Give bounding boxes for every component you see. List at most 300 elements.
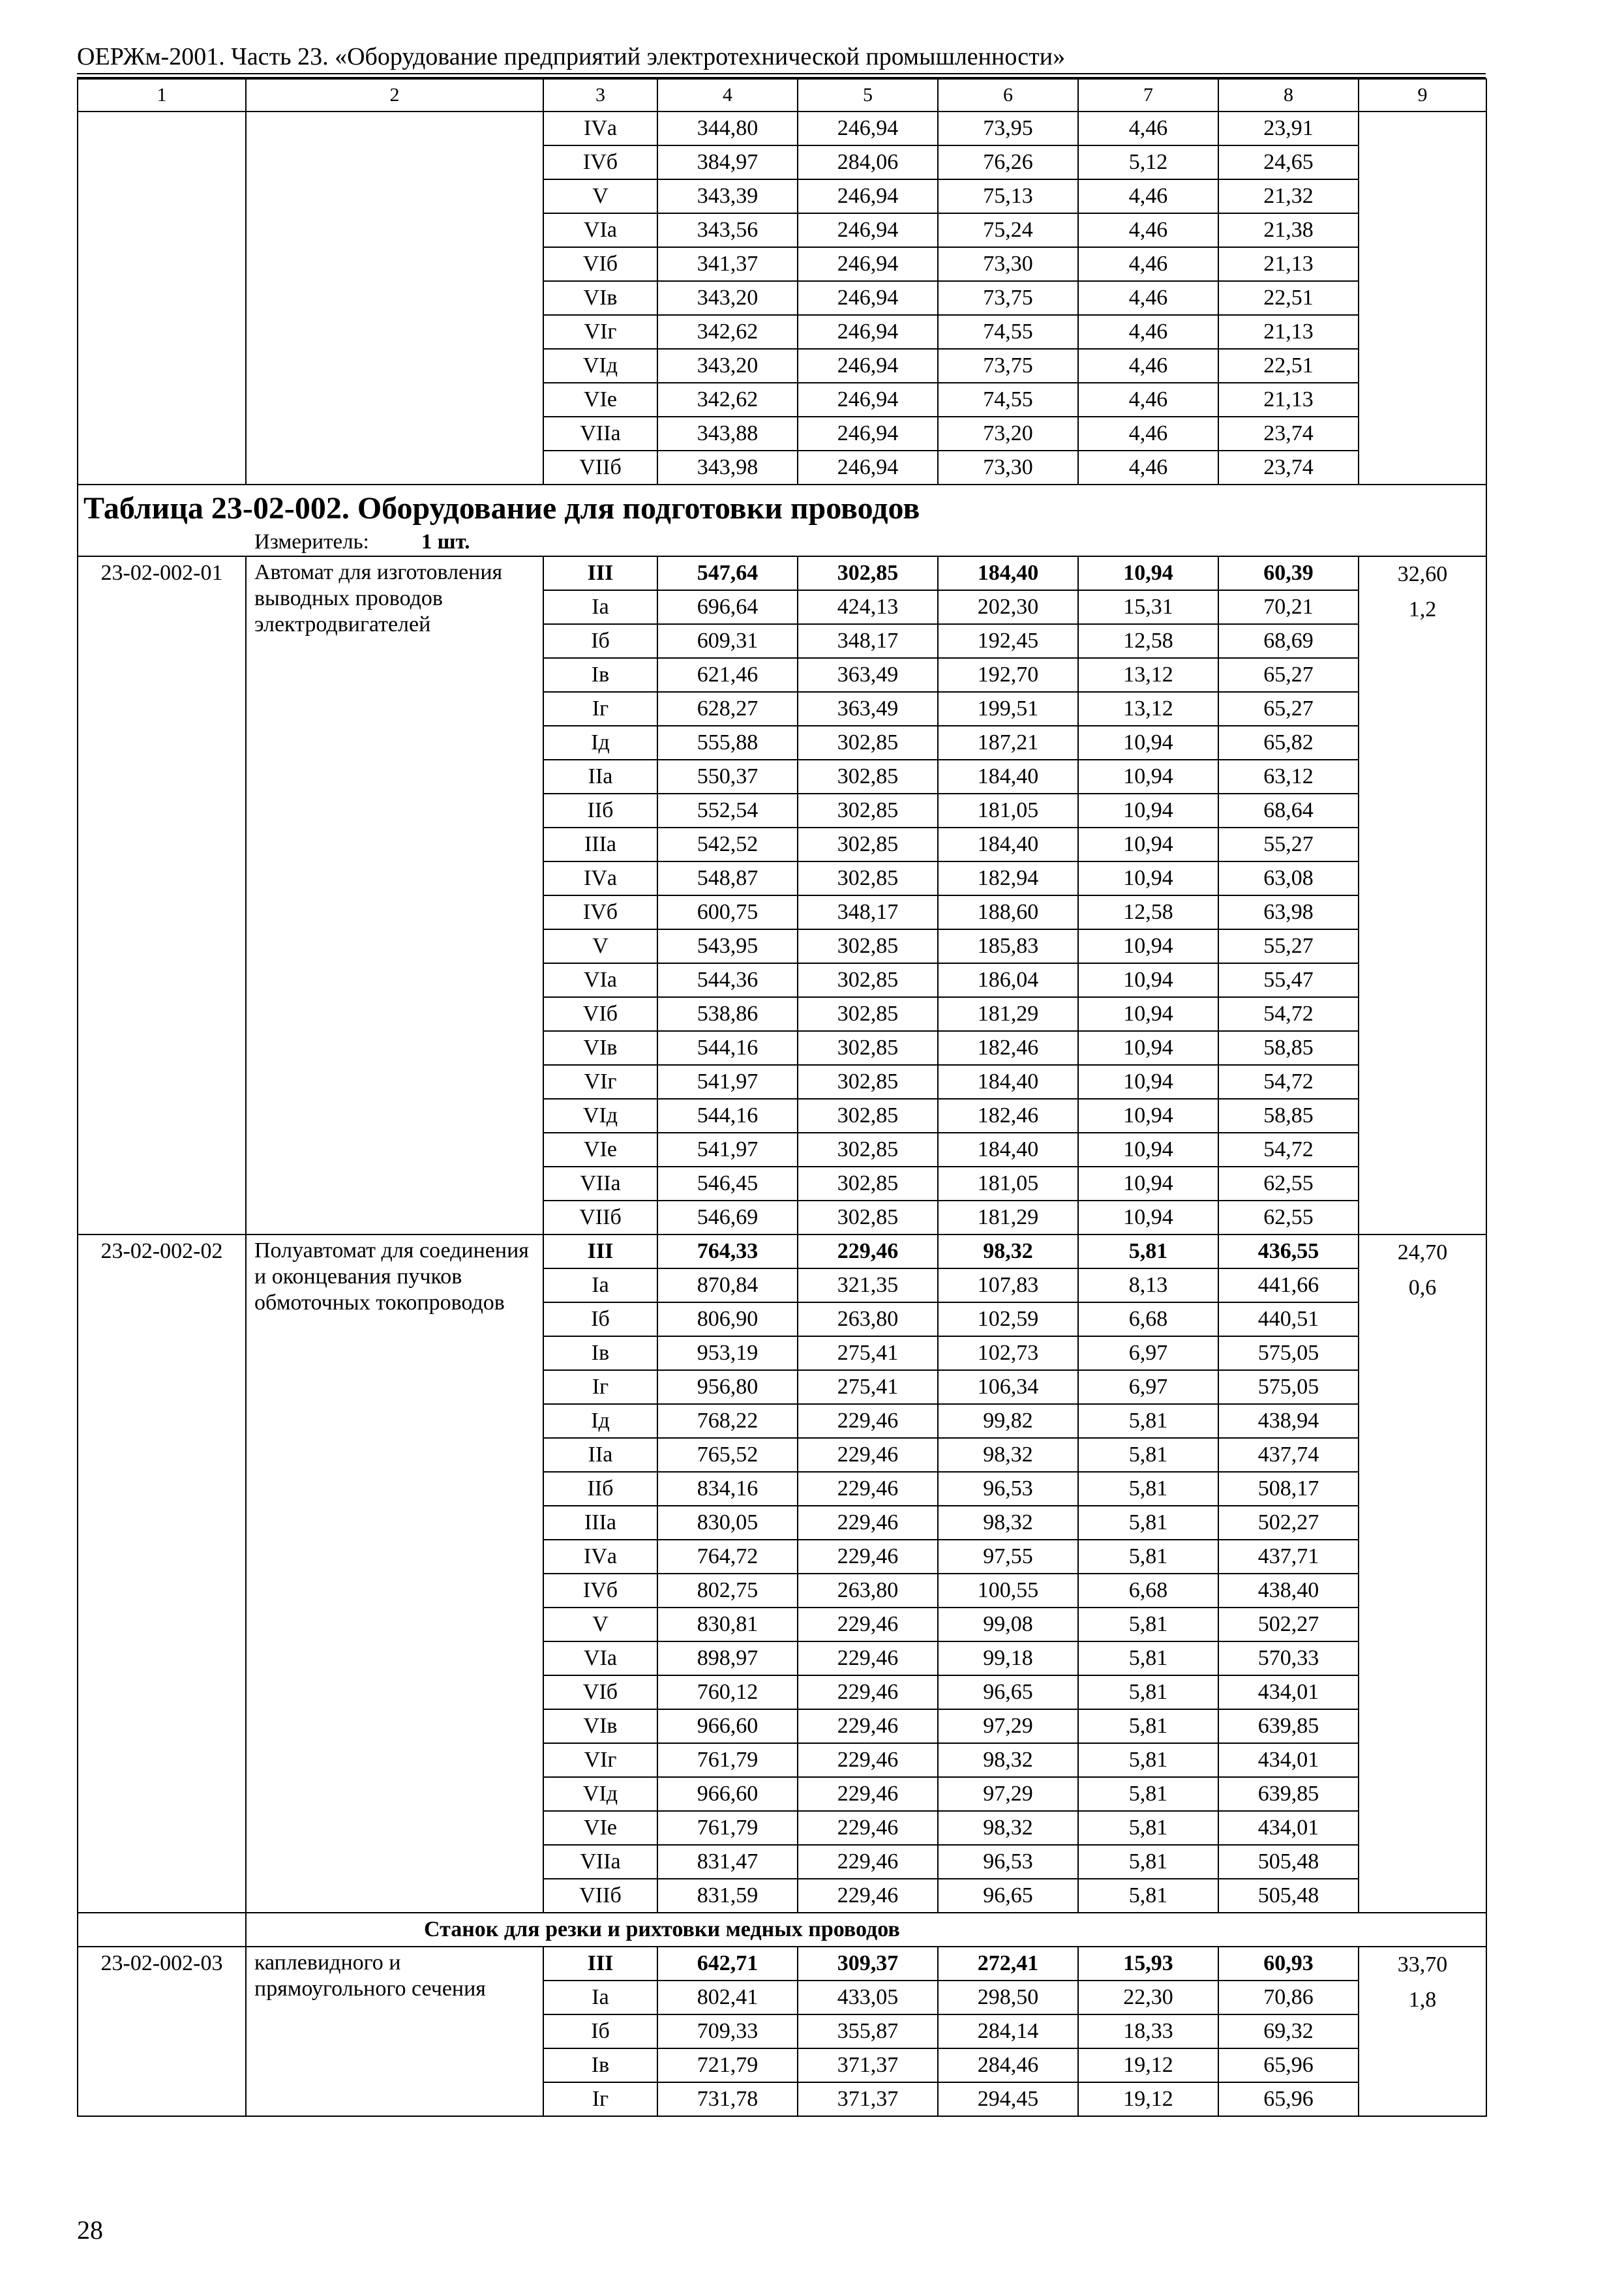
region-cell: IVа bbox=[543, 861, 657, 895]
operator-wages-cell: 19,12 bbox=[1078, 2082, 1218, 2116]
region-cell: Iд bbox=[543, 726, 657, 760]
region-cell: VIе bbox=[543, 383, 657, 417]
wages-cell: 275,41 bbox=[798, 1336, 938, 1370]
equipment-mass-value: 32,60 bbox=[1397, 562, 1448, 586]
materials-cell: 54,72 bbox=[1218, 1133, 1359, 1167]
region-cell: III bbox=[543, 1234, 657, 1268]
extra-cell bbox=[1359, 1234, 1486, 1913]
total-cost-cell: 609,31 bbox=[657, 624, 798, 658]
wages-cell: 229,46 bbox=[798, 1234, 938, 1268]
column-number: 3 bbox=[543, 79, 657, 112]
equipment-mass-value: 24,70 bbox=[1397, 1240, 1448, 1264]
materials-cell: 69,32 bbox=[1218, 2014, 1359, 2048]
region-cell: VIд bbox=[543, 1099, 657, 1133]
operator-wages-cell: 10,94 bbox=[1078, 828, 1218, 861]
wages-cell: 302,85 bbox=[798, 997, 938, 1031]
materials-cell: 508,17 bbox=[1218, 1472, 1359, 1506]
measure-line bbox=[83, 528, 1481, 556]
operator-wages-cell: 5,81 bbox=[1078, 1234, 1218, 1268]
region-cell: Iд bbox=[543, 1404, 657, 1438]
total-cost-cell: 953,19 bbox=[657, 1336, 798, 1370]
region-cell: VIг bbox=[543, 1065, 657, 1099]
equipment-mass-value: 33,70 bbox=[1397, 1952, 1448, 1977]
materials-cell: 23,74 bbox=[1218, 417, 1359, 451]
operator-wages-cell: 10,94 bbox=[1078, 760, 1218, 794]
total-cost-cell: 342,62 bbox=[657, 315, 798, 349]
power-value: 0,6 bbox=[1408, 1276, 1437, 1300]
rates-table bbox=[77, 78, 1487, 2117]
materials-cell: 65,27 bbox=[1218, 692, 1359, 726]
operator-wages-cell: 4,46 bbox=[1078, 383, 1218, 417]
total-cost-cell: 898,97 bbox=[657, 1641, 798, 1675]
wages-cell: 355,87 bbox=[798, 2014, 938, 2048]
wages-cell: 302,85 bbox=[798, 963, 938, 997]
wages-cell: 275,41 bbox=[798, 1370, 938, 1404]
wages-cell: 229,46 bbox=[798, 1709, 938, 1743]
total-cost-cell: 830,81 bbox=[657, 1608, 798, 1641]
total-cost-cell: 541,97 bbox=[657, 1065, 798, 1099]
total-cost-cell: 343,56 bbox=[657, 213, 798, 247]
materials-cell: 21,13 bbox=[1218, 247, 1359, 281]
wages-cell: 302,85 bbox=[798, 1065, 938, 1099]
materials-cell: 434,01 bbox=[1218, 1811, 1359, 1845]
machine-cost-cell: 100,55 bbox=[938, 1574, 1078, 1608]
wages-cell: 246,94 bbox=[798, 417, 938, 451]
operator-wages-cell: 10,94 bbox=[1078, 1167, 1218, 1201]
machine-cost-cell: 181,29 bbox=[938, 1201, 1078, 1234]
total-cost-cell: 544,16 bbox=[657, 1099, 798, 1133]
column-number: 7 bbox=[1078, 79, 1218, 112]
operator-wages-cell: 6,68 bbox=[1078, 1574, 1218, 1608]
total-cost-cell: 802,41 bbox=[657, 1981, 798, 2014]
materials-cell: 68,69 bbox=[1218, 624, 1359, 658]
region-cell: VIв bbox=[543, 281, 657, 315]
wages-cell: 246,94 bbox=[798, 247, 938, 281]
operator-wages-cell: 5,12 bbox=[1078, 145, 1218, 179]
wages-cell: 302,85 bbox=[798, 726, 938, 760]
operator-wages-cell: 10,94 bbox=[1078, 726, 1218, 760]
materials-cell: 21,13 bbox=[1218, 315, 1359, 349]
operator-wages-cell: 4,46 bbox=[1078, 451, 1218, 485]
materials-cell: 434,01 bbox=[1218, 1743, 1359, 1777]
total-cost-cell: 834,16 bbox=[657, 1472, 798, 1506]
materials-cell: 63,12 bbox=[1218, 760, 1359, 794]
wages-cell: 229,46 bbox=[798, 1879, 938, 1913]
measure-unit: 1 шт. bbox=[421, 530, 470, 554]
extra-cell bbox=[1359, 556, 1486, 1234]
region-cell: Iг bbox=[543, 692, 657, 726]
subheading-cell: Станок для резки и рихтовки медных проводов bbox=[246, 1913, 1486, 1947]
machine-cost-cell: 73,20 bbox=[938, 417, 1078, 451]
column-number: 5 bbox=[798, 79, 938, 112]
table-row bbox=[78, 1947, 1486, 1981]
machine-cost-cell: 76,26 bbox=[938, 145, 1078, 179]
total-cost-cell: 546,45 bbox=[657, 1167, 798, 1201]
total-cost-cell: 555,88 bbox=[657, 726, 798, 760]
region-cell: III bbox=[543, 1947, 657, 1981]
machine-cost-cell: 98,32 bbox=[938, 1811, 1078, 1845]
materials-cell: 436,55 bbox=[1218, 1234, 1359, 1268]
region-cell: VIе bbox=[543, 1133, 657, 1167]
region-cell: IVб bbox=[543, 145, 657, 179]
materials-cell: 70,21 bbox=[1218, 590, 1359, 624]
materials-cell: 65,96 bbox=[1218, 2048, 1359, 2082]
materials-cell: 60,93 bbox=[1218, 1947, 1359, 1981]
region-cell: VIв bbox=[543, 1031, 657, 1065]
total-cost-cell: 343,20 bbox=[657, 349, 798, 383]
column-number: 4 bbox=[657, 79, 798, 112]
materials-cell: 24,65 bbox=[1218, 145, 1359, 179]
region-cell: Iв bbox=[543, 658, 657, 692]
measure-label: Измеритель: bbox=[254, 530, 369, 554]
total-cost-cell: 830,05 bbox=[657, 1506, 798, 1540]
operator-wages-cell: 4,46 bbox=[1078, 179, 1218, 213]
region-cell: Iв bbox=[543, 2048, 657, 2082]
region-cell: V bbox=[543, 929, 657, 963]
machine-cost-cell: 99,08 bbox=[938, 1608, 1078, 1641]
machine-cost-cell: 272,41 bbox=[938, 1947, 1078, 1981]
wages-cell: 302,85 bbox=[798, 929, 938, 963]
name-cell: Полуавтомат для соединения и оконцевания пучков обмоточных токопроводов bbox=[246, 1234, 543, 1913]
region-cell: VIIб bbox=[543, 1201, 657, 1234]
materials-cell: 22,51 bbox=[1218, 281, 1359, 315]
operator-wages-cell: 10,94 bbox=[1078, 794, 1218, 828]
wages-cell: 363,49 bbox=[798, 658, 938, 692]
machine-cost-cell: 284,14 bbox=[938, 2014, 1078, 2048]
operator-wages-cell: 15,93 bbox=[1078, 1947, 1218, 1981]
total-cost-cell: 341,37 bbox=[657, 247, 798, 281]
wages-cell: 229,46 bbox=[798, 1438, 938, 1472]
total-cost-cell: 709,33 bbox=[657, 2014, 798, 2048]
materials-cell: 21,38 bbox=[1218, 213, 1359, 247]
operator-wages-cell: 4,46 bbox=[1078, 281, 1218, 315]
table-title-row bbox=[78, 485, 1486, 556]
wages-cell: 229,46 bbox=[798, 1777, 938, 1811]
operator-wages-cell: 4,46 bbox=[1078, 349, 1218, 383]
region-cell: IIб bbox=[543, 794, 657, 828]
materials-cell: 437,74 bbox=[1218, 1438, 1359, 1472]
wages-cell: 302,85 bbox=[798, 760, 938, 794]
wages-cell: 433,05 bbox=[798, 1981, 938, 2014]
region-cell: V bbox=[543, 1608, 657, 1641]
region-cell: IIа bbox=[543, 760, 657, 794]
operator-wages-cell: 6,97 bbox=[1078, 1336, 1218, 1370]
materials-cell: 438,94 bbox=[1218, 1404, 1359, 1438]
wages-cell: 302,85 bbox=[798, 556, 938, 590]
wages-cell: 229,46 bbox=[798, 1675, 938, 1709]
region-cell: VIг bbox=[543, 315, 657, 349]
machine-cost-cell: 182,46 bbox=[938, 1031, 1078, 1065]
region-cell: VIа bbox=[543, 1641, 657, 1675]
wages-cell: 302,85 bbox=[798, 1167, 938, 1201]
materials-cell: 23,74 bbox=[1218, 451, 1359, 485]
operator-wages-cell: 12,58 bbox=[1078, 895, 1218, 929]
operator-wages-cell: 15,31 bbox=[1078, 590, 1218, 624]
operator-wages-cell: 6,97 bbox=[1078, 1370, 1218, 1404]
wages-cell: 246,94 bbox=[798, 213, 938, 247]
power-value: 1,8 bbox=[1408, 1988, 1437, 2012]
machine-cost-cell: 192,45 bbox=[938, 624, 1078, 658]
machine-cost-cell: 74,55 bbox=[938, 383, 1078, 417]
operator-wages-cell: 5,81 bbox=[1078, 1709, 1218, 1743]
materials-cell: 60,39 bbox=[1218, 556, 1359, 590]
region-cell: Iб bbox=[543, 2014, 657, 2048]
wages-cell: 284,06 bbox=[798, 145, 938, 179]
total-cost-cell: 831,59 bbox=[657, 1879, 798, 1913]
header-rule bbox=[77, 73, 1486, 78]
region-cell: VIIа bbox=[543, 1845, 657, 1879]
total-cost-cell: 765,52 bbox=[657, 1438, 798, 1472]
region-cell: VIд bbox=[543, 1777, 657, 1811]
materials-cell: 441,66 bbox=[1218, 1268, 1359, 1302]
region-cell: VIг bbox=[543, 1743, 657, 1777]
region-cell: Iа bbox=[543, 1268, 657, 1302]
wages-cell: 246,94 bbox=[798, 112, 938, 145]
total-cost-cell: 761,79 bbox=[657, 1811, 798, 1845]
machine-cost-cell: 182,46 bbox=[938, 1099, 1078, 1133]
operator-wages-cell: 4,46 bbox=[1078, 417, 1218, 451]
region-cell: VIб bbox=[543, 1675, 657, 1709]
subheading-row bbox=[78, 1913, 1486, 1947]
total-cost-cell: 802,75 bbox=[657, 1574, 798, 1608]
wages-cell: 302,85 bbox=[798, 861, 938, 895]
column-number: 8 bbox=[1218, 79, 1359, 112]
operator-wages-cell: 5,81 bbox=[1078, 1811, 1218, 1845]
machine-cost-cell: 98,32 bbox=[938, 1438, 1078, 1472]
region-cell: IIб bbox=[543, 1472, 657, 1506]
total-cost-cell: 628,27 bbox=[657, 692, 798, 726]
materials-cell: 65,82 bbox=[1218, 726, 1359, 760]
machine-cost-cell: 102,73 bbox=[938, 1336, 1078, 1370]
total-cost-cell: 344,80 bbox=[657, 112, 798, 145]
machine-cost-cell: 97,29 bbox=[938, 1709, 1078, 1743]
materials-cell: 575,05 bbox=[1218, 1370, 1359, 1404]
operator-wages-cell: 10,94 bbox=[1078, 1065, 1218, 1099]
machine-cost-cell: 184,40 bbox=[938, 1133, 1078, 1167]
region-cell: Iг bbox=[543, 2082, 657, 2116]
wages-cell: 371,37 bbox=[798, 2082, 938, 2116]
region-cell: VIIб bbox=[543, 1879, 657, 1913]
extra-cell bbox=[1359, 112, 1486, 485]
total-cost-cell: 696,64 bbox=[657, 590, 798, 624]
machine-cost-cell: 186,04 bbox=[938, 963, 1078, 997]
operator-wages-cell: 19,12 bbox=[1078, 2048, 1218, 2082]
materials-cell: 575,05 bbox=[1218, 1336, 1359, 1370]
region-cell: IVа bbox=[543, 112, 657, 145]
operator-wages-cell: 10,94 bbox=[1078, 1031, 1218, 1065]
region-cell: IIIа bbox=[543, 1506, 657, 1540]
region-cell: VIб bbox=[543, 247, 657, 281]
region-cell: Iб bbox=[543, 1302, 657, 1336]
wages-cell: 229,46 bbox=[798, 1404, 938, 1438]
name-cell: каплевидного и прямоугольного сечения bbox=[246, 1947, 543, 2116]
total-cost-cell: 548,87 bbox=[657, 861, 798, 895]
operator-wages-cell: 5,81 bbox=[1078, 1438, 1218, 1472]
operator-wages-cell: 22,30 bbox=[1078, 1981, 1218, 2014]
wages-cell: 246,94 bbox=[798, 451, 938, 485]
region-cell: VIд bbox=[543, 349, 657, 383]
table-row bbox=[78, 112, 1486, 145]
total-cost-cell: 544,16 bbox=[657, 1031, 798, 1065]
page-header: ОЕРЖм-2001. Часть 23. «Оборудование предприятий электротехнической промышленности» bbox=[77, 43, 1066, 70]
operator-wages-cell: 4,46 bbox=[1078, 315, 1218, 349]
materials-cell: 70,86 bbox=[1218, 1981, 1359, 2014]
machine-cost-cell: 73,95 bbox=[938, 112, 1078, 145]
total-cost-cell: 621,46 bbox=[657, 658, 798, 692]
wages-cell: 348,17 bbox=[798, 895, 938, 929]
materials-cell: 505,48 bbox=[1218, 1845, 1359, 1879]
machine-cost-cell: 99,18 bbox=[938, 1641, 1078, 1675]
operator-wages-cell: 10,94 bbox=[1078, 1201, 1218, 1234]
total-cost-cell: 721,79 bbox=[657, 2048, 798, 2082]
machine-cost-cell: 96,65 bbox=[938, 1879, 1078, 1913]
wages-cell: 309,37 bbox=[798, 1947, 938, 1981]
total-cost-cell: 764,33 bbox=[657, 1234, 798, 1268]
machine-cost-cell: 75,24 bbox=[938, 213, 1078, 247]
total-cost-cell: 544,36 bbox=[657, 963, 798, 997]
total-cost-cell: 600,75 bbox=[657, 895, 798, 929]
region-cell: III bbox=[543, 556, 657, 590]
operator-wages-cell: 10,94 bbox=[1078, 556, 1218, 590]
total-cost-cell: 538,86 bbox=[657, 997, 798, 1031]
total-cost-cell: 547,64 bbox=[657, 556, 798, 590]
operator-wages-cell: 5,81 bbox=[1078, 1743, 1218, 1777]
machine-cost-cell: 192,70 bbox=[938, 658, 1078, 692]
wages-cell: 229,46 bbox=[798, 1811, 938, 1845]
machine-cost-cell: 102,59 bbox=[938, 1302, 1078, 1336]
wages-cell: 229,46 bbox=[798, 1845, 938, 1879]
code-cell bbox=[78, 112, 246, 485]
materials-cell: 23,91 bbox=[1218, 112, 1359, 145]
machine-cost-cell: 187,21 bbox=[938, 726, 1078, 760]
region-cell: IVб bbox=[543, 895, 657, 929]
machine-cost-cell: 97,55 bbox=[938, 1540, 1078, 1574]
region-cell: IIа bbox=[543, 1438, 657, 1472]
materials-cell: 438,40 bbox=[1218, 1574, 1359, 1608]
total-cost-cell: 541,97 bbox=[657, 1133, 798, 1167]
materials-cell: 502,27 bbox=[1218, 1608, 1359, 1641]
machine-cost-cell: 181,29 bbox=[938, 997, 1078, 1031]
materials-cell: 21,13 bbox=[1218, 383, 1359, 417]
region-cell: V bbox=[543, 179, 657, 213]
wages-cell: 302,85 bbox=[798, 1031, 938, 1065]
operator-wages-cell: 4,46 bbox=[1078, 213, 1218, 247]
machine-cost-cell: 298,50 bbox=[938, 1981, 1078, 2014]
materials-cell: 437,71 bbox=[1218, 1540, 1359, 1574]
machine-cost-cell: 96,53 bbox=[938, 1472, 1078, 1506]
materials-cell: 22,51 bbox=[1218, 349, 1359, 383]
table-title: Таблица 23-02-002. Оборудование для подготовки проводов bbox=[83, 491, 920, 526]
region-cell: VIб bbox=[543, 997, 657, 1031]
wages-cell: 229,46 bbox=[798, 1472, 938, 1506]
operator-wages-cell: 10,94 bbox=[1078, 929, 1218, 963]
page-number: 28 bbox=[77, 2215, 103, 2245]
materials-cell: 55,47 bbox=[1218, 963, 1359, 997]
operator-wages-cell: 10,94 bbox=[1078, 1099, 1218, 1133]
wages-cell: 246,94 bbox=[798, 383, 938, 417]
total-cost-cell: 761,79 bbox=[657, 1743, 798, 1777]
wages-cell: 302,85 bbox=[798, 1201, 938, 1234]
operator-wages-cell: 5,81 bbox=[1078, 1540, 1218, 1574]
region-cell: IVа bbox=[543, 1540, 657, 1574]
machine-cost-cell: 184,40 bbox=[938, 1065, 1078, 1099]
total-cost-cell: 966,60 bbox=[657, 1709, 798, 1743]
wages-cell: 348,17 bbox=[798, 624, 938, 658]
machine-cost-cell: 75,13 bbox=[938, 179, 1078, 213]
region-cell: VIIа bbox=[543, 417, 657, 451]
machine-cost-cell: 284,46 bbox=[938, 2048, 1078, 2082]
region-cell: VIIа bbox=[543, 1167, 657, 1201]
wages-cell: 246,94 bbox=[798, 349, 938, 383]
materials-cell: 55,27 bbox=[1218, 929, 1359, 963]
machine-cost-cell: 199,51 bbox=[938, 692, 1078, 726]
region-cell: Iа bbox=[543, 1981, 657, 2014]
total-cost-cell: 552,54 bbox=[657, 794, 798, 828]
machine-cost-cell: 181,05 bbox=[938, 1167, 1078, 1201]
wages-cell: 302,85 bbox=[798, 794, 938, 828]
operator-wages-cell: 10,94 bbox=[1078, 1133, 1218, 1167]
region-cell: VIIб bbox=[543, 451, 657, 485]
total-cost-cell: 831,47 bbox=[657, 1845, 798, 1879]
wages-cell: 363,49 bbox=[798, 692, 938, 726]
region-cell: VIв bbox=[543, 1709, 657, 1743]
operator-wages-cell: 18,33 bbox=[1078, 2014, 1218, 2048]
operator-wages-cell: 5,81 bbox=[1078, 1641, 1218, 1675]
total-cost-cell: 760,12 bbox=[657, 1675, 798, 1709]
machine-cost-cell: 73,75 bbox=[938, 281, 1078, 315]
region-cell: Iв bbox=[543, 1336, 657, 1370]
total-cost-cell: 642,71 bbox=[657, 1947, 798, 1981]
machine-cost-cell: 73,30 bbox=[938, 247, 1078, 281]
total-cost-cell: 343,98 bbox=[657, 451, 798, 485]
machine-cost-cell: 202,30 bbox=[938, 590, 1078, 624]
wages-cell: 229,46 bbox=[798, 1641, 938, 1675]
code-cell: 23-02-002-03 bbox=[78, 1947, 246, 2116]
materials-cell: 62,55 bbox=[1218, 1167, 1359, 1201]
operator-wages-cell: 5,81 bbox=[1078, 1404, 1218, 1438]
wages-cell: 229,46 bbox=[798, 1540, 938, 1574]
materials-cell: 21,32 bbox=[1218, 179, 1359, 213]
column-number: 2 bbox=[246, 79, 543, 112]
wages-cell: 229,46 bbox=[798, 1743, 938, 1777]
total-cost-cell: 542,52 bbox=[657, 828, 798, 861]
operator-wages-cell: 13,12 bbox=[1078, 692, 1218, 726]
operator-wages-cell: 4,46 bbox=[1078, 112, 1218, 145]
materials-cell: 505,48 bbox=[1218, 1879, 1359, 1913]
total-cost-cell: 343,20 bbox=[657, 281, 798, 315]
materials-cell: 63,98 bbox=[1218, 895, 1359, 929]
wages-cell: 263,80 bbox=[798, 1302, 938, 1336]
materials-cell: 434,01 bbox=[1218, 1675, 1359, 1709]
materials-cell: 639,85 bbox=[1218, 1777, 1359, 1811]
materials-cell: 58,85 bbox=[1218, 1099, 1359, 1133]
total-cost-cell: 870,84 bbox=[657, 1268, 798, 1302]
column-number: 6 bbox=[938, 79, 1078, 112]
region-cell: IVб bbox=[543, 1574, 657, 1608]
wages-cell: 371,37 bbox=[798, 2048, 938, 2082]
total-cost-cell: 806,90 bbox=[657, 1302, 798, 1336]
materials-cell: 639,85 bbox=[1218, 1709, 1359, 1743]
wages-cell: 302,85 bbox=[798, 1133, 938, 1167]
machine-cost-cell: 107,83 bbox=[938, 1268, 1078, 1302]
wages-cell: 302,85 bbox=[798, 828, 938, 861]
code-cell: 23-02-002-02 bbox=[78, 1234, 246, 1913]
materials-cell: 570,33 bbox=[1218, 1641, 1359, 1675]
machine-cost-cell: 185,83 bbox=[938, 929, 1078, 963]
total-cost-cell: 342,62 bbox=[657, 383, 798, 417]
machine-cost-cell: 74,55 bbox=[938, 315, 1078, 349]
operator-wages-cell: 5,81 bbox=[1078, 1472, 1218, 1506]
